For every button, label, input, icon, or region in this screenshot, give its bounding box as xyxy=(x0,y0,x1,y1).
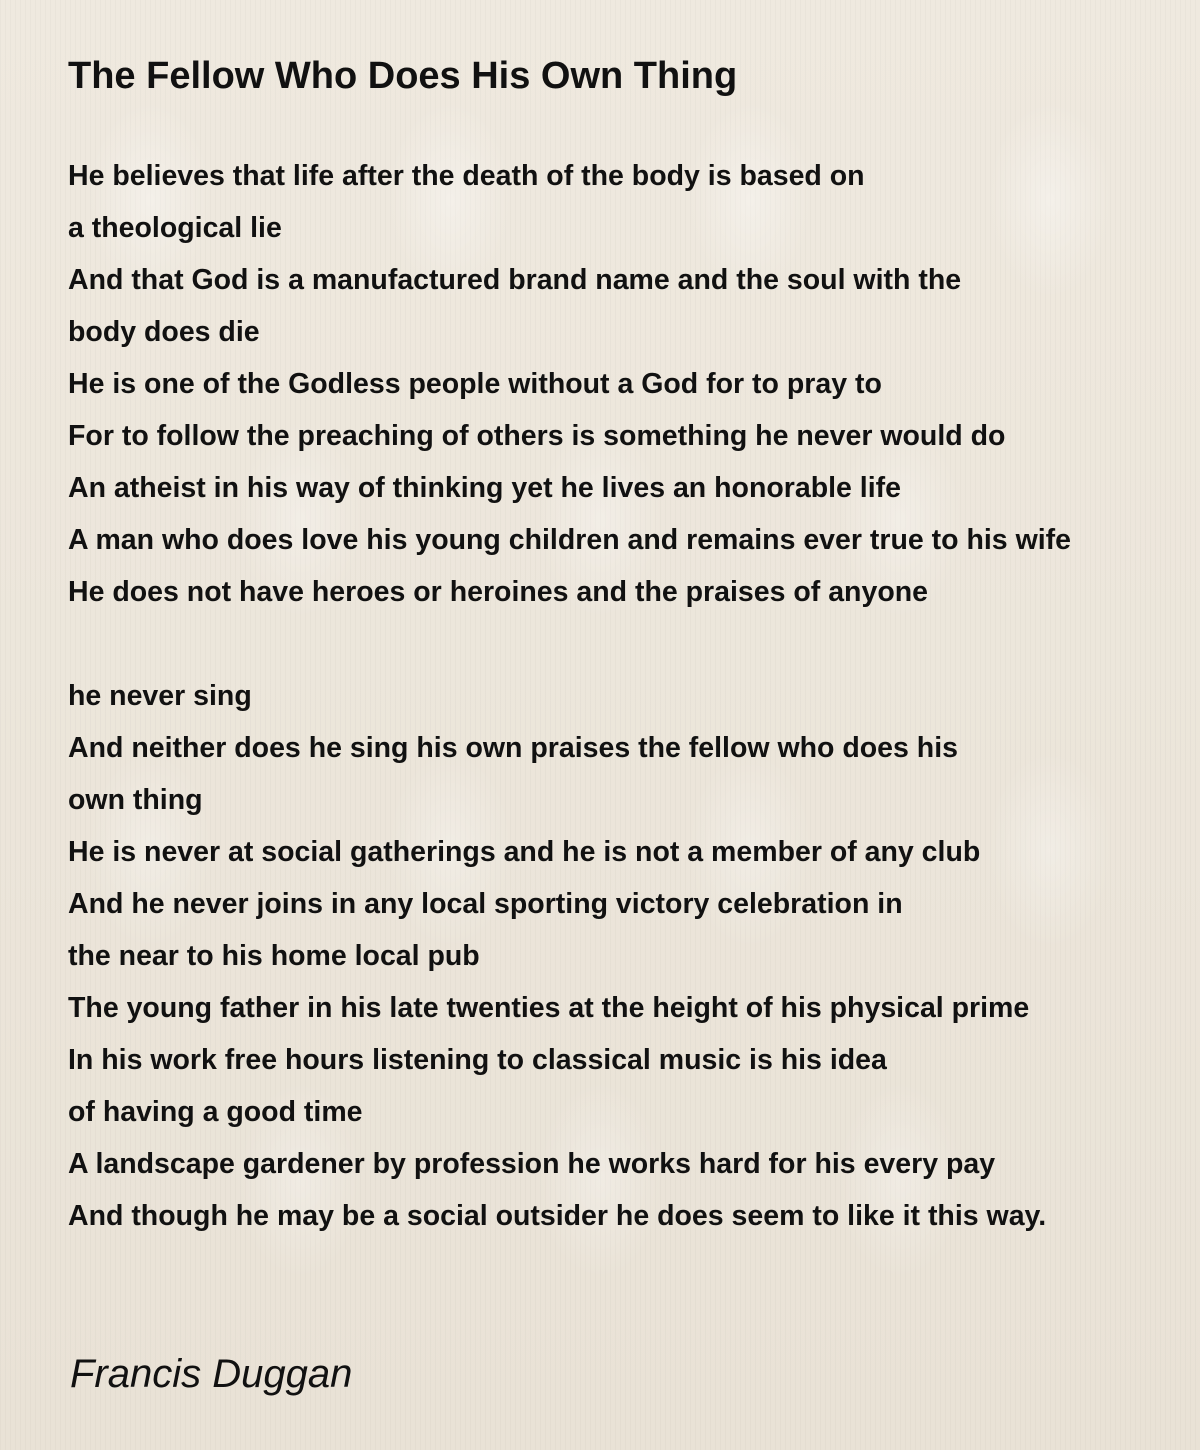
poem-line: He is one of the Godless people without a God for to pray to xyxy=(68,368,882,400)
poem-author: Francis Duggan xyxy=(70,1352,353,1396)
poem-line: And that God is a manufactured brand name and the soul with the xyxy=(68,264,962,296)
poem-line: And though he may be a social outsider he does seem to like it this way. xyxy=(68,1200,1047,1232)
stanza-break xyxy=(68,618,1200,670)
poem-line: He believes that life after the death of the body is based on xyxy=(68,160,865,192)
poem-line: body does die xyxy=(68,316,260,348)
poem-line: He is never at social gatherings and he is not a member of any club xyxy=(68,836,981,868)
poem-line: A landscape gardener by profession he works hard for his every pay xyxy=(68,1148,996,1180)
poem-line: own thing xyxy=(68,784,203,816)
poem-line: He does not have heroes or heroines and the praises of anyone xyxy=(68,576,928,608)
poem-line: An atheist in his way of thinking yet he lives an honorable life xyxy=(68,472,901,504)
poem-line: And neither does he sing his own praises the fellow who does his xyxy=(68,732,958,764)
poem-line: the near to his home local pub xyxy=(68,940,480,972)
poem-line: of having a good time xyxy=(68,1096,363,1128)
poem-line: a theological lie xyxy=(68,212,282,244)
poem-line: A man who does love his young children and remains ever true to his wife xyxy=(68,524,1071,556)
poem-line: The young father in his late twenties at the height of his physical prime xyxy=(68,992,1030,1024)
poem-line: For to follow the preaching of others is something he never would do xyxy=(68,420,1006,452)
poem-body xyxy=(68,150,1200,1242)
poem-line: In his work free hours listening to classical music is his idea xyxy=(68,1044,887,1076)
poem-line: And he never joins in any local sporting victory celebration in xyxy=(68,888,903,920)
poem-title: The Fellow Who Does His Own Thing xyxy=(68,55,738,97)
poem-line: he never sing xyxy=(68,680,252,712)
